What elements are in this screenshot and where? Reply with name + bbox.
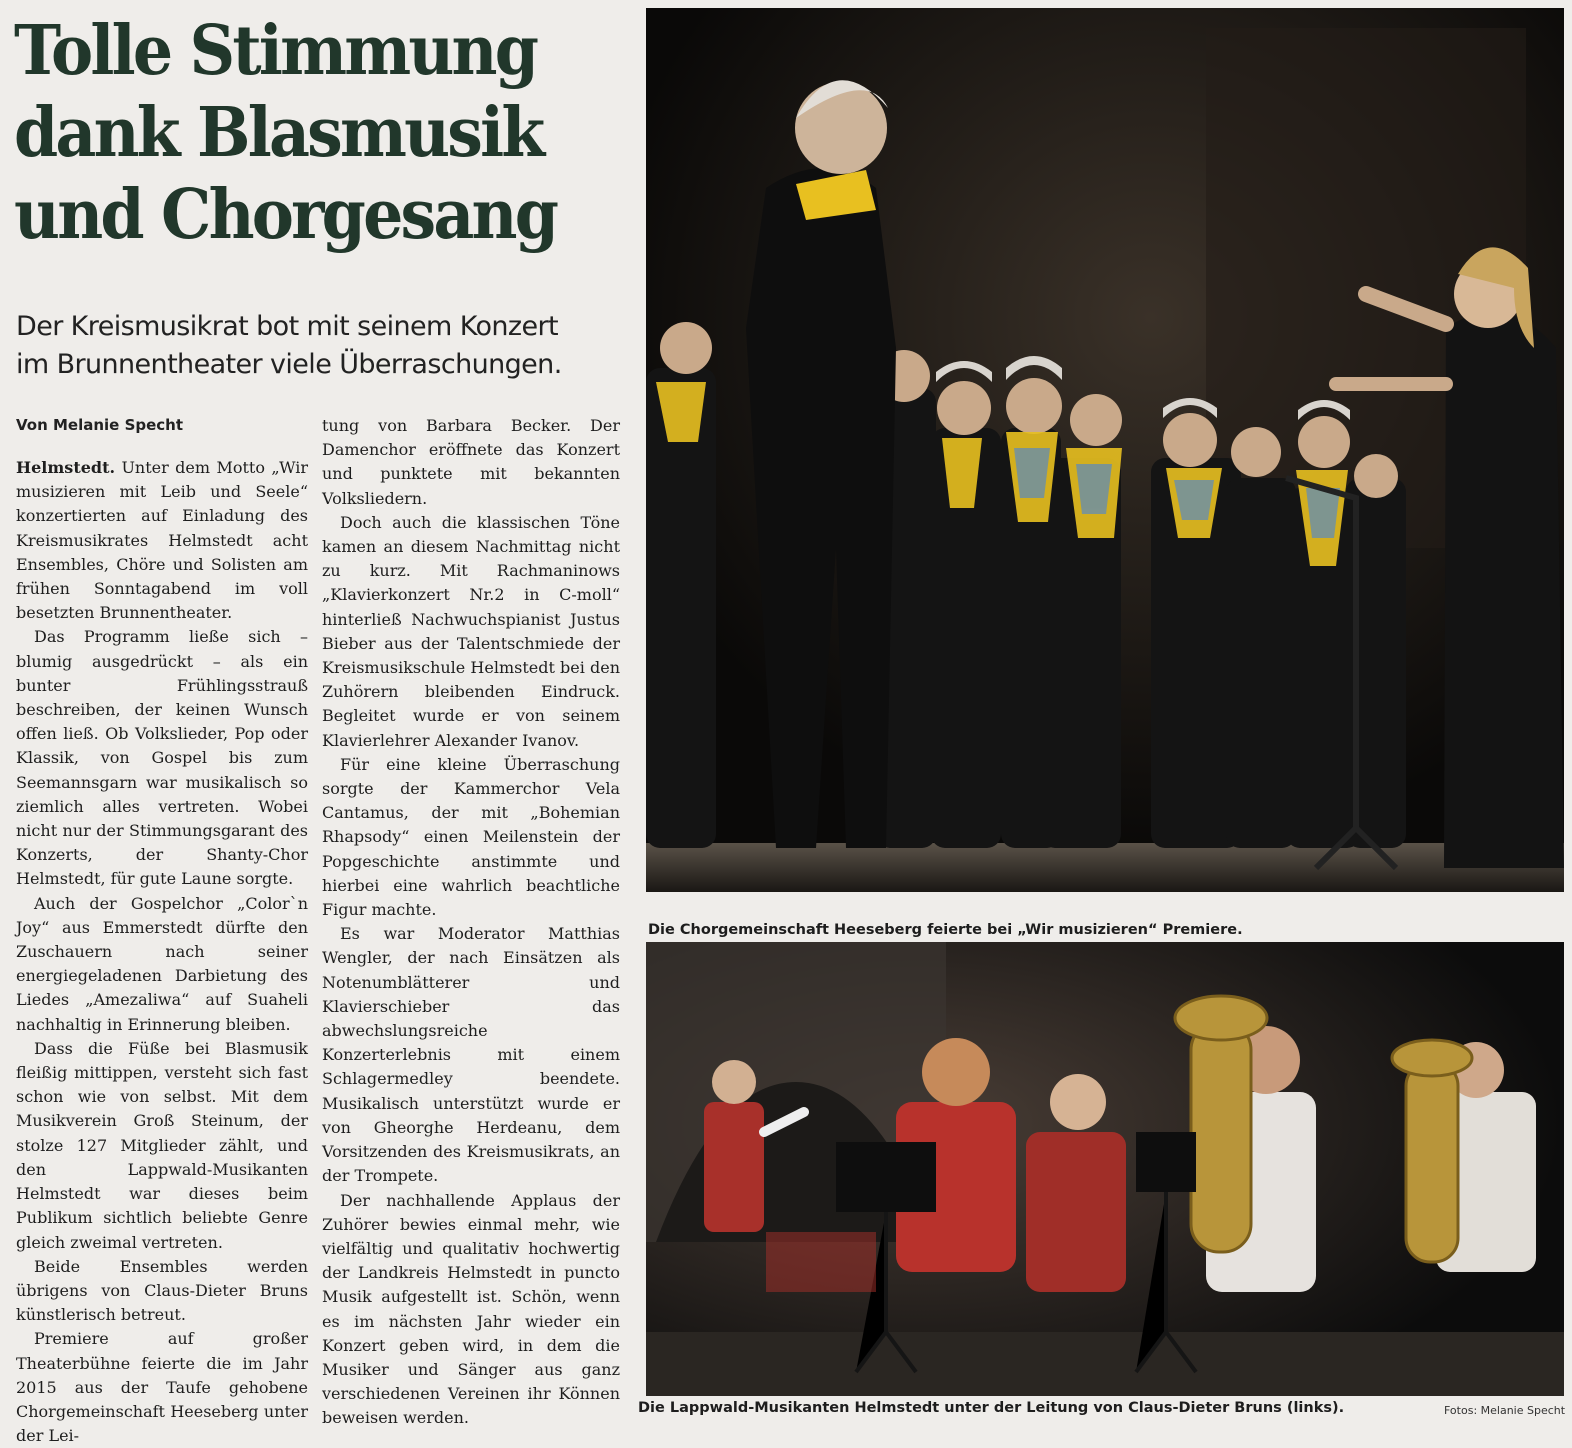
paragraph-text: Unter dem Motto „Wir musizieren mit Leib und Seele“ konzertierten auf Einladung des Kreismusikrates Helmstedt acht Ensembles, Chöre und Solisten am frühen Sonntagabend im voll besetzten Brunnentheater. — [16, 458, 308, 623]
paragraph: Premiere auf großer Theaterbühne feierte die im Jahr 2015 aus der Taufe gehobene Chorgemeinschaft Heeseberg unter der Lei- — [16, 1329, 308, 1446]
dateline: Helmstedt. — [16, 458, 116, 477]
article-column-1 — [16, 456, 308, 1448]
choir-photo-caption: Die Chorgemeinschaft Heeseberg feierte bei „Wir musizieren“ Premiere. — [648, 922, 1243, 938]
headline-line-1: Tolle Stimmung — [14, 11, 537, 91]
paragraph: Dass die Füße bei Blasmusik fleißig mittippen, versteht sich fast schon wie von selbst. Mit dem Musikverein Groß Steinum, der stolze 127 Mitglieder zählt, und den Lappwald-Musikanten Helmstedt war dieses beim Publikum sichtlich beliebte Genre gleich zweimal vertreten. — [16, 1038, 308, 1252]
paragraph: Doch auch die klassischen Töne kamen an diesem Nachmittag nicht zu kurz. Mit Rachmaninows „Klavierkonzert Nr.2 in C-moll“ hinterließ Nachwuchspianist Justus Bieber aus der Talentschmiede der Kreismusikschule Helmstedt bei den Zuhörern bleibenden Eindruck. Begleitet wurde er von seinem Klavierlehrer Alexander Ivanov. — [322, 512, 620, 750]
article-subheadline — [16, 308, 626, 384]
subhead-line-2: im Brunnentheater viele Überraschungen. — [16, 349, 562, 380]
brass-band-photo-caption: Die Lappwald-Musikanten Helmstedt unter der Leitung von Claus-Dieter Bruns (links). — [638, 1400, 1345, 1416]
headline-line-2: dank Blasmusik — [14, 93, 543, 173]
choir-photo-illustration — [646, 8, 1564, 892]
headline-line-3: und Chorgesang — [14, 175, 557, 255]
paragraph: Für eine kleine Überraschung sorgte der Kammerchor Vela Cantamus, der mit „Bohemian Rhapsody“ einen Meilenstein der Popgeschichte anstimmte und hierbei eine wahrlich beachtliche Figur machte. — [322, 754, 620, 920]
brass-band-photo-illustration — [646, 942, 1564, 1396]
paragraph: Beide Ensembles werden übrigens von Claus-Dieter Bruns künstlerisch betreut. — [16, 1256, 308, 1325]
paragraph: Auch der Gospelchor „Color`n Joy“ aus Emmerstedt dürfte den Zuschauern nach seiner energiegeladenen Darbietung des Liedes „Amezaliwa“ auf Suaheli nachhaltig in Erinnerung bleiben. — [16, 893, 308, 1034]
subhead-line-1: Der Kreismusikrat bot mit seinem Konzert — [16, 311, 558, 342]
article-column-2 — [322, 414, 620, 1431]
photo-credit: Fotos: Melanie Specht — [1444, 1404, 1566, 1417]
brass-band-photo — [646, 942, 1564, 1396]
paragraph: Der nachhallende Applaus der Zuhörer bewies einmal mehr, wie vielfältig und qualitativ hochwertig der Landkreis Helmstedt in puncto Musik aufgestellt ist. Schön, wenn es im nächsten Jahr wieder ein Konzert geben wird, in dem die Musiker und Sänger aus ganz verschiedenen Vereinen ihr Können beweisen werden. — [322, 1190, 620, 1428]
paragraph: tung von Barbara Becker. Der Damenchor eröffnete das Konzert und punktete mit bekannten Volksliedern. — [322, 416, 620, 508]
article-headline — [14, 10, 591, 256]
choir-photo — [646, 8, 1564, 892]
author-byline: Von Melanie Specht — [16, 416, 184, 434]
paragraph: Das Programm ließe sich – blumig ausgedrückt – als ein bunter Frühlingsstrauß beschreiben, der keinen Wunsch offen ließ. Ob Volkslieder, Pop oder Klassik, von Gospel bis zum Seemannsgarn war musikalisch so ziemlich alles vertreten. Wobei nicht nur der Stimmungsgarant des Konzerts, der Shanty-Chor Helmstedt, für gute Laune sorgte. — [16, 627, 308, 889]
article-text-area — [0, 0, 640, 1446]
paragraph: Es war Moderator Matthias Wengler, der nach Einsätzen als Notenumblätterer und Klavierschieber das abwechslungsreiche Konzerterlebnis mit einem Schlagermedley beendete. Musikalisch unterstützt wurde er von Gheorghe Herdeanu, dem Vorsitzenden des Kreismusikrats, an der Trompete. — [322, 924, 620, 1186]
paragraph — [16, 456, 308, 625]
